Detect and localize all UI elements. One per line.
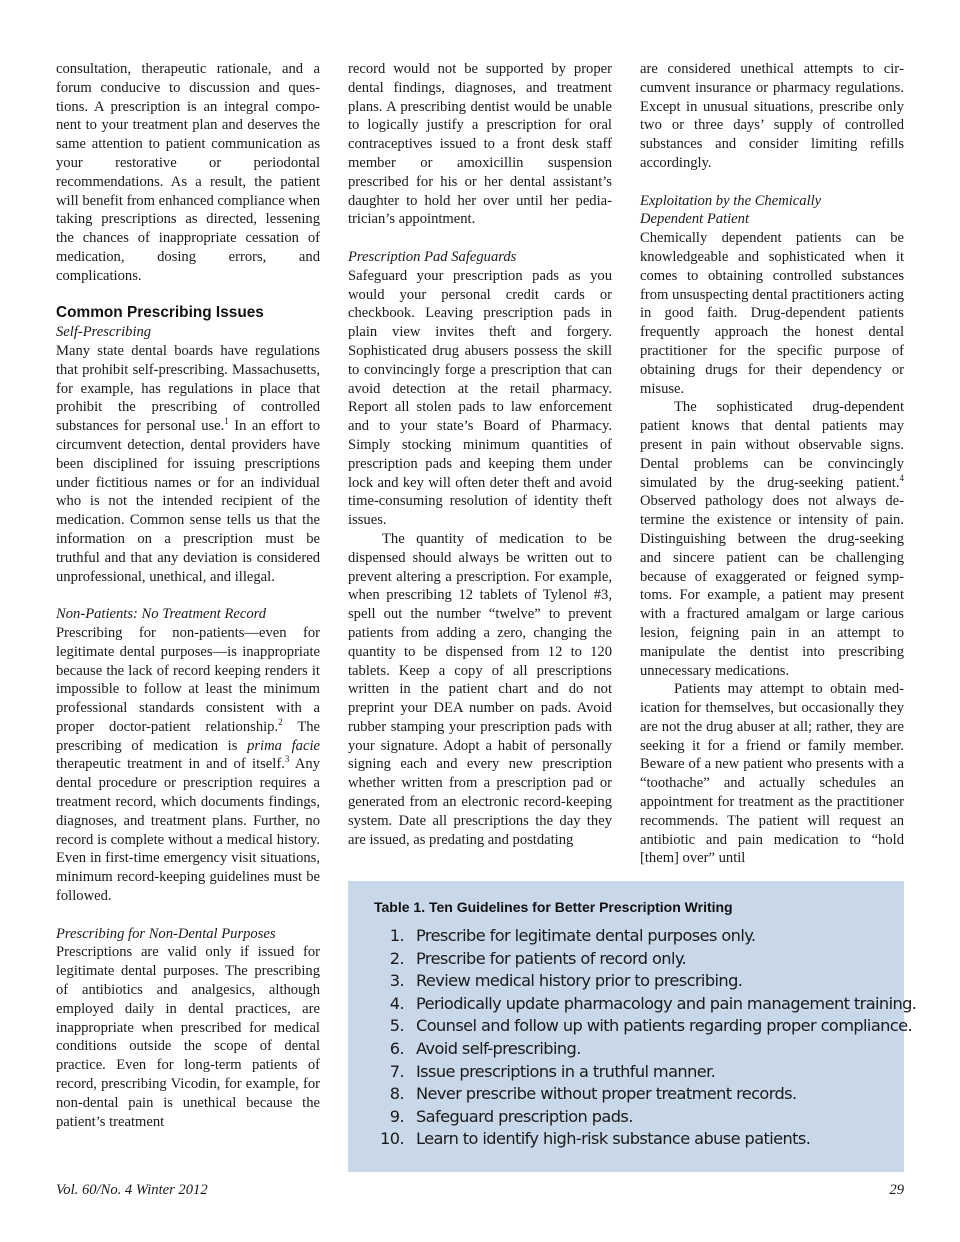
paragraph: The quantity of medication to be dispensed should always be written out to prevent altering a prescription. For example, when prescribing 12 tablets of Tylenol #3, spell out the number “twelve” to prevent patients from adding a zero, changing the quantity to be dispensed from 12 to 120 tablets. Keep a copy of all prescriptions written in the patient chart and do not preprint your DEA number on pads. Avoid rubber stamping your prescription pads with your signature. Adopt a habit of personally signing each and every new prescription whether written from a prescription pad or generated from an electronic record-keeping system. Date all prescriptions the day they are issued, as predating and postdating <box>348 530 612 848</box>
reference-number: 1 <box>224 416 229 427</box>
reference-number: 3 <box>284 754 290 765</box>
list-item: 1. Prescribe for legitimate dental purposes only. <box>389 926 756 945</box>
list-item: 10. Learn to identify high-risk substance abuse patients. <box>380 1129 811 1149</box>
paragraph: Many state dental boards have regulations that prohibit self-prescribing. Massachusetts, for example, has regulations in place that prohibit the prescribing of controlled substances for personal use.$^1$ In an effort to circumvent detection, dental providers have been disciplined for issuing prescriptions under fictitious names or for an individual who is not the intended recipient of the medication. Common sense tells us that the information on a prescription must be truthful and that any deviation is considered unprofessional, unethical, and illegal. <box>56 342 320 585</box>
paragraph: Chemically dependent patients can be knowledgeable and sophisticated when it comes to obtaining controlled substances from unsuspecting dental practitioners acting in good faith. Drug-dependent patients frequently approach the honest dental practitioner for the specific purpose of obtaining drugs for their dependency or misuse. <box>640 230 904 397</box>
text-column-right <box>640 60 904 868</box>
subheading: Prescribing for Non-Dental Purposes <box>56 925 276 942</box>
text-column-middle <box>348 60 612 849</box>
list-item: 9. Safeguard prescription pads. <box>389 1106 633 1126</box>
list-item: 2. Prescribe for patients of record only. <box>389 948 687 968</box>
page-number: 29 <box>889 1182 904 1198</box>
list-item: 5. Counsel and follow up with patients regarding proper compliance. <box>389 1016 913 1036</box>
list-item: 4. Periodically update pharmacology and pain management training. <box>389 993 917 1013</box>
list-item: 8. Never prescribe without proper treatment records. <box>389 1084 797 1104</box>
list-item: 6. Avoid self-prescribing. <box>389 1038 581 1058</box>
list-item: 7. Issue prescriptions in a truthful manner. <box>389 1061 716 1081</box>
section-heading: Common Prescribing Issues <box>56 304 264 322</box>
guidelines-table <box>348 881 917 1172</box>
paragraph: consultation, therapeutic rationale, and a forum conducive to discussion and questions. A prescription is an integral component to your treatment plan and deserves the same attention to patient communication as your restorative or periodontal recommendations. As a result, the patient will benefit from enhanced compliance when taking prescriptions as directed, lessening the chances of inappropriate cessation of medication, dosing errors, and complications. <box>56 61 320 284</box>
paragraph: Safeguard your prescription pads as you would your personal credit cards or checkbook. Leaving prescription pads in plain view invites theft and forgery. Sophisticated drug abusers possess the skill to convincingly forge a prescription that can avoid detection at the retail pharmacy. Report all stolen pads to law enforcement and to your state’s Board of Pharmacy. Simply stocking minimum quantities of prescription pads and keeping them under lock and key will often deter theft and avoid time-consuming resolution of identity theft issues. <box>348 267 612 529</box>
subheading: Non-Patients: No Treatment Record <box>56 606 267 623</box>
guidelines-list <box>374 925 916 1151</box>
text-column-left <box>56 60 320 1131</box>
paragraph: record would not be supported by proper dental findings, diagnoses, and treatment plans. A prescribing dentist would be unable to logically justify a prescription for oral contraceptives issued to a front desk staff member or amoxicillin suspension prescribed for his or her dental assistant’s daughter to hold her over until her pediatrician’s appointment. <box>348 61 612 228</box>
subheading: Prescription Pad Safeguards <box>348 248 517 265</box>
reference-number: 4 <box>899 472 904 483</box>
reference-number: 2 <box>278 717 283 728</box>
table-title: Table 1. Ten Guidelines for Better Prescription Writing <box>374 899 733 915</box>
subheading: Self-Prescribing <box>56 324 152 341</box>
subheading: Exploitation by the Chemically Dependent Patient <box>640 192 822 228</box>
paragraph: are considered unethical attempts to circumvent insurance or pharmacy regulations. Except in unusual situations, prescribe only two or three days’ supply of controlled substances and consider limiting refills accordingly. <box>640 61 904 171</box>
paragraph: The sophisticated drug-dependent patient knows that dental patients may present in pain without observable signs. Dental problems can be convincingly simulated by the drug-seeking patient.$^4$ Observed pathology does not always determine the existence or intensity of pain. Distinguishing between the drug-seeking and sincere patient can be challenging because of exaggerated or feigned symptoms. For example, a patient may present with a fractured amalgam or large carious lesion, feigning pain in an attempt to manipulate the dentist into prescribing unnecessary medications. <box>640 399 904 679</box>
paragraph: Prescriptions are valid only if issued for legitimate dental purposes. The prescribing of antibiotics and analgesics, although employed daily in dental practices, are inappropriate when prescribed for medical conditions outside the scope of dental practice. Even for long-term patients of record, prescribing Vicodin, for example, for non-dental pain is unethical because the patient’s treatment <box>56 944 320 1130</box>
paragraph: Patients may attempt to obtain medication for themselves, but occasionally they are not the drug abuser at all; rather, they are seeking it for a friend or family member. Beware of a new patient who presents with a “toothache” and actually schedules an appointment for treatment as the practitioner recommends. The patient will request an antibiotic and pain medication to “hold [them] over” until <box>640 681 904 867</box>
journal-footer: Vol. 60/No. 4 Winter 2012 <box>56 1182 208 1198</box>
paragraph: Prescribing for non-patients—even for legitimate dental purposes—is inappropriate because the lack of record keeping renders it impossible to follow at least the minimum professional standards consistent with a proper doctor-patient relationship.$^2$ The prescribing of medication is prima facie therapeutic treatment in and of itself.$^3$ Any dental procedure or prescription requires a treatment record, which documents findings, diagnoses, and treatment plans. Further, no record is complete without a medical history. Even in first-time emergency visit situations, minimum record-keeping guidelines must be followed. <box>56 624 321 905</box>
list-item: 3. Review medical history prior to prescribing. <box>389 971 743 991</box>
